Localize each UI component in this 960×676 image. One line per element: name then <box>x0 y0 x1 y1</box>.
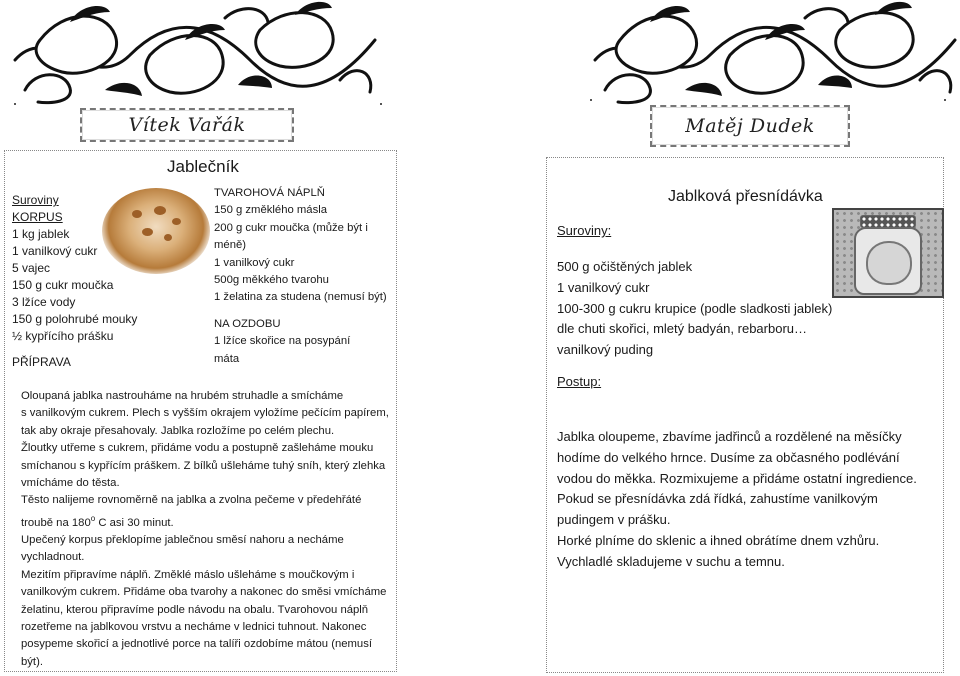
left-author-name: Vítek Vařák <box>128 114 246 136</box>
list-item: 100-300 g cukru krupice (podle sladkosti jablek) <box>557 300 833 316</box>
decoration-heading: NA OZDOBU <box>214 317 281 330</box>
instruction-line: posypeme skořicí a jednotlivé porce na talíři ozdobíme mátou (nemusí <box>21 638 373 651</box>
corner-dot <box>944 99 946 101</box>
corner-dot <box>380 103 382 105</box>
right-author-name: Matěj Dudek <box>685 115 815 137</box>
list-item: 150 g polohrubé mouky <box>12 312 138 326</box>
instruction-line: Oloupaná jablka nastrouháme na hrubém struhadle a smícháme <box>21 390 344 402</box>
left-recipe-title: Jablečník <box>167 157 239 176</box>
right-ingredients-list <box>557 257 832 361</box>
list-item: 150 g cukr moučka <box>12 278 114 292</box>
list-item: máta <box>214 352 240 365</box>
procedure-line: pudingem v prášku. <box>557 512 671 528</box>
filling-section <box>214 185 392 368</box>
instruction-line: vanilkovým cukrem. Přidáme oba tvarohy a nakonec do směsi vmícháme <box>21 586 387 599</box>
corner-dot <box>14 103 16 105</box>
list-item: 500 g očištěných jablek <box>557 259 693 274</box>
instruction-line: Žloutky utřeme s cukrem, přidáme vodu a postupně zašleháme mouku <box>21 442 374 455</box>
oven-rest: C asi 30 minut. <box>95 516 174 529</box>
instruction-line: být). <box>21 655 43 668</box>
korpus-heading: KORPUS <box>12 210 63 224</box>
list-item: 1 vanilkový cukr <box>557 279 650 295</box>
instruction-line: tak aby okraje přesahovaly. Jablka rozložíme po celém plechu. <box>21 424 335 437</box>
list-item: 1 vanilkový cukr <box>12 244 98 258</box>
list-item: 1 želatina za studena (nemusí být) <box>214 291 387 304</box>
filling-list <box>214 202 392 306</box>
apple-border-icon-left <box>10 0 380 105</box>
preparation-heading: PŘÍPRAVA <box>12 355 71 369</box>
procedure-line: vodou do měkka. Rozmixujeme a přidáme ostatní ingredience. <box>557 470 917 486</box>
left-author-box <box>80 108 294 142</box>
instruction-line: Těsto nalijeme rovnoměrně na jablka a zvolna pečeme v předehřáté <box>21 494 362 507</box>
list-item: 5 vajec <box>12 261 51 275</box>
instruction-line: troubě na 180 <box>21 516 91 529</box>
oven-line <box>21 510 391 532</box>
instruction-line: Upečený korpus překlopíme jablečnou směsí nahoru a necháme <box>21 534 344 547</box>
corner-dot <box>590 99 592 101</box>
procedure-line: Pokud se přesnídávka zdá řídká, zahustíme vanilkovým <box>557 491 878 507</box>
instruction-line: Mezitím připravíme náplň. Změklé máslo ušleháme s moučkovým i <box>21 568 355 581</box>
list-item: dle chuti skořici, mletý badyán, rebarboru… <box>557 321 808 337</box>
right-procedure <box>557 427 939 573</box>
instruction-line: želatinu, kterou připravíme podle návodu na obalu. Tvarohovou náplň <box>21 603 369 616</box>
ingredients-heading: Suroviny <box>12 193 59 207</box>
instruction-line: s vanilkovým cukrem. Plech s vyšším okrajem vyložíme pečícím papírem, <box>21 407 389 420</box>
right-recipe-title: Jablková přesnídávka <box>668 188 823 205</box>
list-item: 150 g změklého másla <box>214 204 328 217</box>
procedure-line: Horké plníme do sklenic a ihned obrátíme dnem vzhůru. <box>557 532 880 548</box>
degree-sup: o <box>90 513 96 523</box>
list-item: vanilkový puding <box>557 342 654 358</box>
list-item: 200 g cukr moučka (může být i <box>214 221 368 234</box>
instruction-line: vychladnout. <box>21 551 85 564</box>
list-item: 1 lžíce skořice na posypání <box>214 335 351 348</box>
instruction-line: smíchanou s kypřícím práškem. Z bílků ušleháme tuhý sníh, který zlehka <box>21 459 386 472</box>
apple-jar-icon <box>832 208 944 298</box>
left-instructions <box>21 388 391 671</box>
apple-border-icon-right <box>590 0 960 105</box>
list-item: méně) <box>214 239 247 252</box>
decoration-list <box>214 333 392 368</box>
instruction-line: vmícháme do těsta. <box>21 477 120 490</box>
right-procedure-heading: Postup: <box>557 374 602 389</box>
procedure-line: Vychladlé skladujeme v suchu a temnu. <box>557 553 785 569</box>
procedure-line: hodíme do velkého hrnce. Dusíme za občasného podlévání <box>557 449 900 465</box>
list-item: ½ kypřícího prášku <box>12 329 114 343</box>
instruction-line: rozetřeme na jablkovou vrstvu a necháme v lednici tuhnout. Nakonec <box>21 621 367 634</box>
apple-cake-photo <box>102 188 210 274</box>
list-item: 1 kg jablek <box>12 227 70 241</box>
procedure-line: Jablka oloupeme, zbavíme jadřinců a rozdělené na měsíčky <box>557 429 902 444</box>
list-item: 3 lžíce vody <box>12 295 76 309</box>
list-item: 1 vanilkový cukr <box>214 256 295 269</box>
filling-heading: TVAROHOVÁ NÁPLŇ <box>214 187 325 199</box>
right-author-box <box>650 105 850 147</box>
right-ingredients-heading: Suroviny: <box>557 223 612 238</box>
list-item: 500g měkkého tvarohu <box>214 274 329 287</box>
